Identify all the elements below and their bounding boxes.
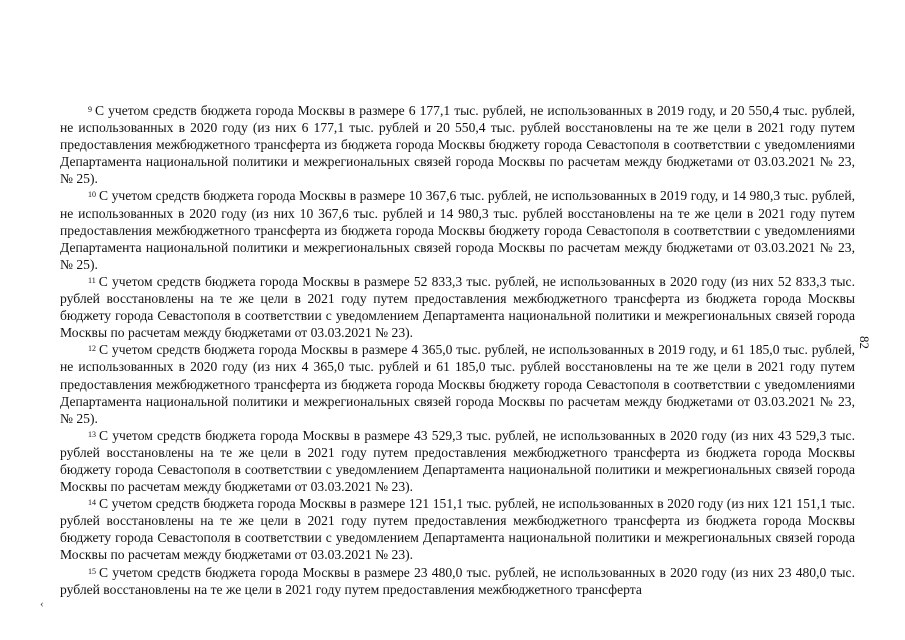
footnote-text: С учетом средств бюджета города Москвы в размере 4 365,0 тыс. рублей, не использованных в 2019 году, и 61 185,0 тыс. рублей, не использованных в 2020 году (из них 4 365,0 тыс. рублей и 61 185,0 тыс. рублей восстановлены на те же цели в 2021 году путем предоставления межбюджетного трансферта из бюджета города Москвы бюджету города Севастополя в соответствии с уведомлениями Департамента национальной политики и межрегиональных связей города Москвы по расчетам между бюджетами от 03.03.2021 № 23, № 25). xyxy=(60,342,855,426)
footnote-9 xyxy=(60,102,855,187)
footnote-marker: 14 xyxy=(88,498,96,508)
footnote-12 xyxy=(60,341,855,426)
footnote-13 xyxy=(60,427,855,495)
footnote-text: С учетом средств бюджета города Москвы в размере 43 529,3 тыс. рублей, не использованных в 2020 году (из них 43 529,3 тыс. рублей восстановлены на те же цели в 2021 году путем предоставления межбюджетного трансферта из бюджета города Москвы бюджету города Севастополя в соответствии с уведомлением Департамента национальной политики и межрегиональных связей города Москвы по расчетам между бюджетами от 03.03.2021 № 23). xyxy=(60,427,855,495)
footnote-text: С учетом средств бюджета города Москвы в размере 23 480,0 тыс. рублей, не использованных в 2020 году (из них 23 480,0 тыс. рублей восстановлены на те же цели в 2021 году путем предоставления межбюджетного трансферта xyxy=(60,564,855,597)
footnote-text: С учетом средств бюджета города Москвы в размере 121 151,1 тыс. рублей, не использованных в 2020 году (из них 121 151,1 тыс. рублей восстановлены на те же цели в 2021 году путем предоставления межбюджетного трансферта из бюджета города Москвы бюджету города Севастополя в соответствии с уведомлением Департамента национальной политики и межрегиональных связей города Москвы по расчетам между бюджетами от 03.03.2021 № 23). xyxy=(60,496,855,563)
footnote-marker: 13 xyxy=(88,429,96,439)
footnote-11 xyxy=(60,273,855,341)
footnote-marker: 9 xyxy=(88,105,92,114)
footnote-marker: 15 xyxy=(88,566,96,576)
margin-mark: ‹ xyxy=(40,598,44,610)
footnote-15 xyxy=(60,564,855,598)
page-number: 82 xyxy=(857,336,872,349)
footnote-marker: 11 xyxy=(88,275,96,285)
footnote-text: С учетом средств бюджета города Москвы в размере 52 833,3 тыс. рублей, не использованных в 2020 году (из них 52 833,3 тыс. рублей восстановлены на те же цели в 2021 году путем предоставления межбюджетного трансферта из бюджета города Москвы бюджету города Севастополя в соответствии с уведомлением Департамента национальной политики и межрегиональных связей города Москвы по расчетам между бюджетами от 03.03.2021 № 23). xyxy=(60,273,855,341)
footnote-text: С учетом средств бюджета города Москвы в размере 6 177,1 тыс. рублей, не использованных в 2019 году, и 20 550,4 тыс. рублей, не использованных в 2020 году (из них 6 177,1 тыс. рублей и 20 550,4 тыс. рублей восстановлены на те же цели в 2021 году путем предоставления межбюджетного трансферта из бюджета города Москвы бюджету города Севастополя в соответствии с уведомлениями Департамента национальной политики и межрегиональных связей города Москвы по расчетам между бюджетами от 03.03.2021 № 23, № 25). xyxy=(60,103,855,187)
footnote-marker: 10 xyxy=(88,190,96,200)
footnote-10 xyxy=(60,187,855,272)
footnotes-block xyxy=(60,102,855,598)
footnote-marker: 12 xyxy=(88,344,96,354)
footnote-14 xyxy=(60,495,855,563)
footnote-text: С учетом средств бюджета города Москвы в размере 10 367,6 тыс. рублей, не использованных в 2019 году, и 14 980,3 тыс. рублей, не использованных в 2020 году (из них 10 367,6 тыс. рублей и 14 980,3 тыс. рублей восстановлены на те же цели в 2021 году путем предоставления межбюджетного трансферта из бюджета города Москвы бюджету города Севастополя в соответствии с уведомлениями Департамента национальной политики и межрегиональных связей города Москвы по расчетам между бюджетами от 03.03.2021 № 23, № 25). xyxy=(60,188,855,272)
